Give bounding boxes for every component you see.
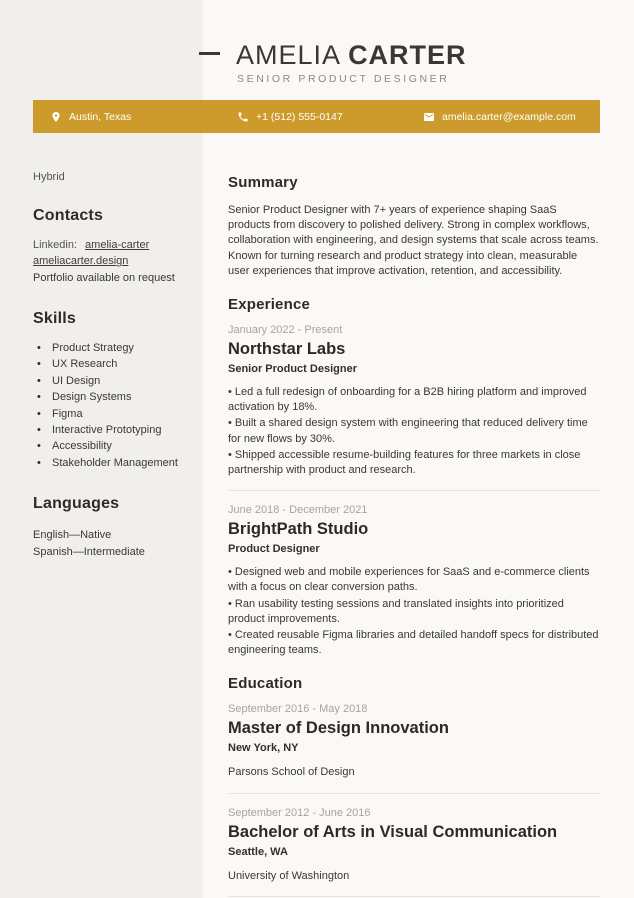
contact-email (423, 100, 576, 133)
phone-text: +1 (512) 555-0147 (256, 110, 343, 123)
candidate-name (236, 40, 467, 70)
sidebar (33, 165, 205, 560)
bullet-item: • Built a shared design system with engineering that reduced delivery time for new flows by 30%. (228, 416, 600, 446)
summary-paragraph: Senior Product Designer with 7+ years of experience shaping SaaS products from discovery to polished delivery. Strong in complex workflows, collaboration with engineering, and design systems that scale across teams. (228, 204, 599, 247)
languages-heading: Languages (33, 495, 120, 513)
contacts-list (33, 237, 205, 286)
resume-main (228, 166, 600, 898)
phone-icon (237, 111, 249, 123)
contact-bar (33, 100, 600, 133)
entry-bullets (228, 565, 600, 658)
website-row (33, 253, 205, 269)
school-name: University of Washington (228, 869, 350, 882)
bullet-item: • Led a full redesign of onboarding for a B2B hiring platform and improved activation by 18%. (228, 385, 600, 415)
entry-bullets (228, 385, 600, 478)
skill-item: • Design Systems (33, 389, 205, 405)
job-title: SENIOR PRODUCT DESIGNER (237, 73, 450, 85)
contact-location (50, 100, 131, 133)
bullet-item: • Designed web and mobile experiences for SaaS and e-commerce clients with a focus on clear conversion paths. (228, 565, 600, 595)
summary-heading: Summary (228, 174, 298, 191)
degree-name: Bachelor of Arts in Visual Communication (228, 822, 558, 841)
skill-item: • UX Research (33, 356, 205, 372)
linkedin-label: Linkedin: (33, 239, 78, 251)
portfolio-note: Portfolio available on request (33, 271, 175, 284)
bullet-item: • Ran usability testing sessions and translated insights into prioritized product improvements. (228, 597, 600, 627)
skills-list (33, 340, 205, 471)
linkedin-row (33, 237, 205, 253)
education-entry (228, 702, 600, 780)
section-divider (228, 490, 600, 491)
bullet-item: • Shipped accessible resume-building features for three markets in close partnership with product and research. (228, 448, 600, 478)
languages-list (33, 527, 205, 560)
website-link[interactable]: ameliacarter.design (33, 255, 129, 268)
language-item: English—Native (33, 529, 112, 542)
company-name: Northstar Labs (228, 340, 346, 359)
entry-dates: June 2018 - December 2021 (228, 504, 368, 517)
education-entry (228, 806, 600, 884)
experience-entry (228, 323, 600, 478)
envelope-icon (423, 111, 435, 123)
degree-name: Master of Design Innovation (228, 719, 449, 738)
summary-paragraph: Known for turning research and product strategy into clean, measurable user experiences that improve activation, retention, and accessibility. (228, 249, 578, 277)
section-divider (228, 793, 600, 794)
experience-entry (228, 503, 600, 658)
school-name: Parsons School of Design (228, 766, 355, 779)
entry-dates: September 2016 - May 2018 (228, 703, 368, 716)
name-accent-dash (199, 52, 220, 55)
skill-item: • Product Strategy (33, 340, 205, 356)
entry-location: Seattle, WA (228, 845, 288, 858)
summary-section (228, 203, 600, 279)
entry-dates: January 2022 - Present (228, 324, 343, 337)
skill-item: • UI Design (33, 373, 205, 389)
entry-role: Senior Product Designer (228, 363, 357, 376)
skill-item: • Accessibility (33, 438, 205, 454)
work-mode-label: Hybrid (33, 171, 65, 183)
section-divider (228, 896, 600, 897)
contacts-heading: Contacts (33, 207, 104, 224)
skill-item: • Stakeholder Management (33, 455, 205, 471)
contact-phone (237, 100, 343, 133)
education-heading: Education (228, 675, 303, 693)
linkedin-link[interactable]: amelia-carter (85, 239, 150, 251)
location-text: Austin, Texas (69, 110, 132, 123)
bullet-item: • Created reusable Figma libraries and detailed handoff specs for distributed engineering teams. (228, 628, 600, 658)
entry-location: New York, NY (228, 742, 299, 755)
last-name: CARTER (348, 40, 467, 70)
skills-heading: Skills (33, 309, 77, 327)
skill-item: • Figma (33, 406, 205, 422)
email-text: amelia.carter@example.com (442, 110, 576, 123)
language-item: Spanish—Intermediate (33, 545, 145, 558)
entry-role: Product Designer (228, 543, 320, 556)
entry-dates: September 2012 - June 2016 (228, 806, 371, 819)
location-pin-icon (50, 111, 62, 123)
company-name: BrightPath Studio (228, 520, 369, 539)
skill-item: • Interactive Prototyping (33, 422, 205, 438)
first-name: AMELIA (236, 40, 340, 70)
experience-heading: Experience (228, 296, 311, 314)
